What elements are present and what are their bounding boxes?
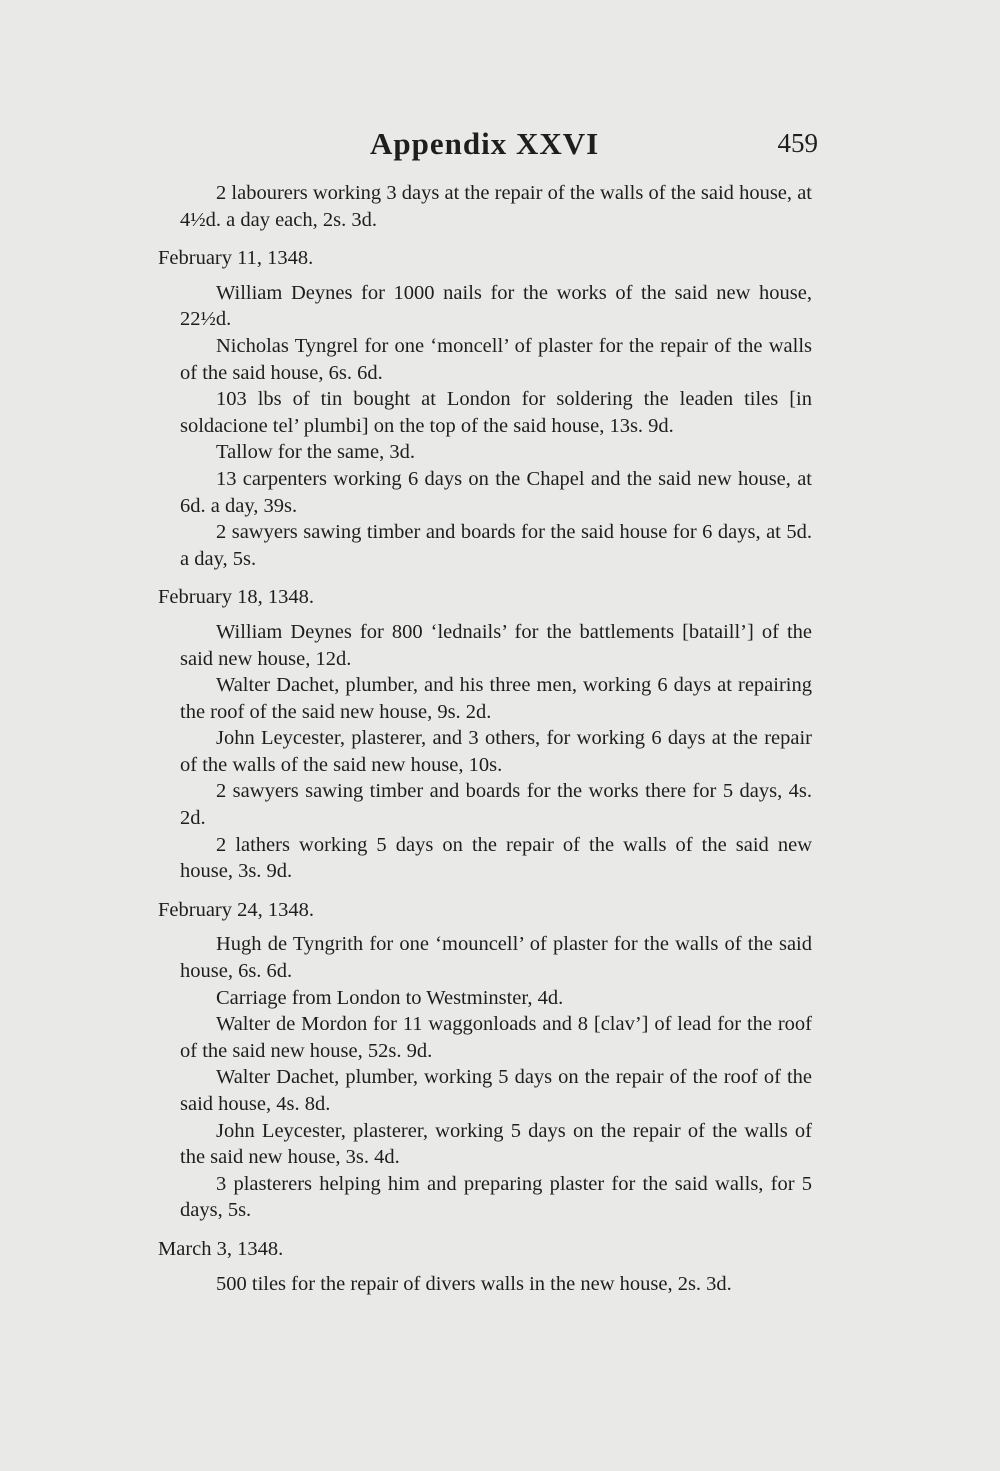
entry-paragraph: 103 lbs of tin bought at London for soldering the leaden tiles [in soldacione tel’ plumbi] on the top of the said house, 13s. 9d. [180, 388, 812, 437]
entry-paragraph: Carriage from London to Westminster, 4d. [216, 986, 564, 1009]
entry-paragraph: 3 plasterers helping him and preparing plaster for the said walls, for 5 days, 5s. [180, 1172, 812, 1222]
entry-paragraph: Nicholas Tyngrel for one ‘moncell’ of plaster for the repair of the walls of the said house, 6s. 6d. [180, 334, 812, 384]
running-head-title: Appendix XXVI [370, 126, 600, 161]
entry-paragraph: 13 carpenters working 6 days on the Chapel and the said new house, at 6d. a day, 39s. [180, 467, 812, 517]
page-number: 459 [777, 128, 818, 158]
entry-paragraph: 2 sawyers sawing timber and boards for the said house for 6 days, at 5d. a day, 5s. [180, 521, 812, 570]
entry-paragraph: Walter de Mordon for 11 waggonloads and 8 [clav’] of lead for the roof of the said new house, 52s. 9d. [180, 1013, 812, 1062]
entry-date: February 18, 1348. [158, 586, 315, 609]
entry-paragraph: John Leycester, plasterer, and 3 others, for working 6 days at the repair of the walls of the said new house, 10s. [180, 727, 812, 776]
entry-paragraph: 500 tiles for the repair of divers walls in the new house, 2s. 3d. [216, 1272, 732, 1295]
entry-paragraph: Hugh de Tyngrith for one ‘mouncell’ of plaster for the walls of the said house, 6s. 6d. [180, 933, 812, 983]
entry-paragraph: William Deynes for 800 ‘lednails’ for the battlements [bataill’] of the said new house, 12d. [180, 620, 812, 670]
entry-paragraph: 2 lathers working 5 days on the repair of the walls of the said new house, 3s. 9d. [180, 833, 812, 883]
entry-paragraph: 2 labourers working 3 days at the repair of the walls of the said house, at 4½d. a day each, 2s. 3d. [180, 182, 812, 231]
entry-paragraph: 2 sawyers sawing timber and boards for the works there for 5 days, 4s. 2d. [180, 780, 812, 830]
entry-date: February 11, 1348. [158, 247, 314, 270]
entry-paragraph: John Leycester, plasterer, working 5 days on the repair of the walls of the said new house, 3s. 4d. [180, 1119, 812, 1169]
entry-paragraph: Tallow for the same, 3d. [216, 441, 415, 464]
entry-date: March 3, 1348. [158, 1237, 284, 1260]
entry-paragraph: Walter Dachet, plumber, working 5 days on the repair of the roof of the said house, 4s. 8d. [180, 1066, 812, 1115]
entry-paragraph: William Deynes for 1000 nails for the works of the said new house, 22½d. [180, 281, 812, 331]
entry-date: February 24, 1348. [158, 898, 315, 921]
entry-paragraph: Walter Dachet, plumber, and his three men, working 6 days at repairing the roof of the said new house, 9s. 2d. [180, 674, 812, 723]
document-body [158, 180, 812, 1297]
